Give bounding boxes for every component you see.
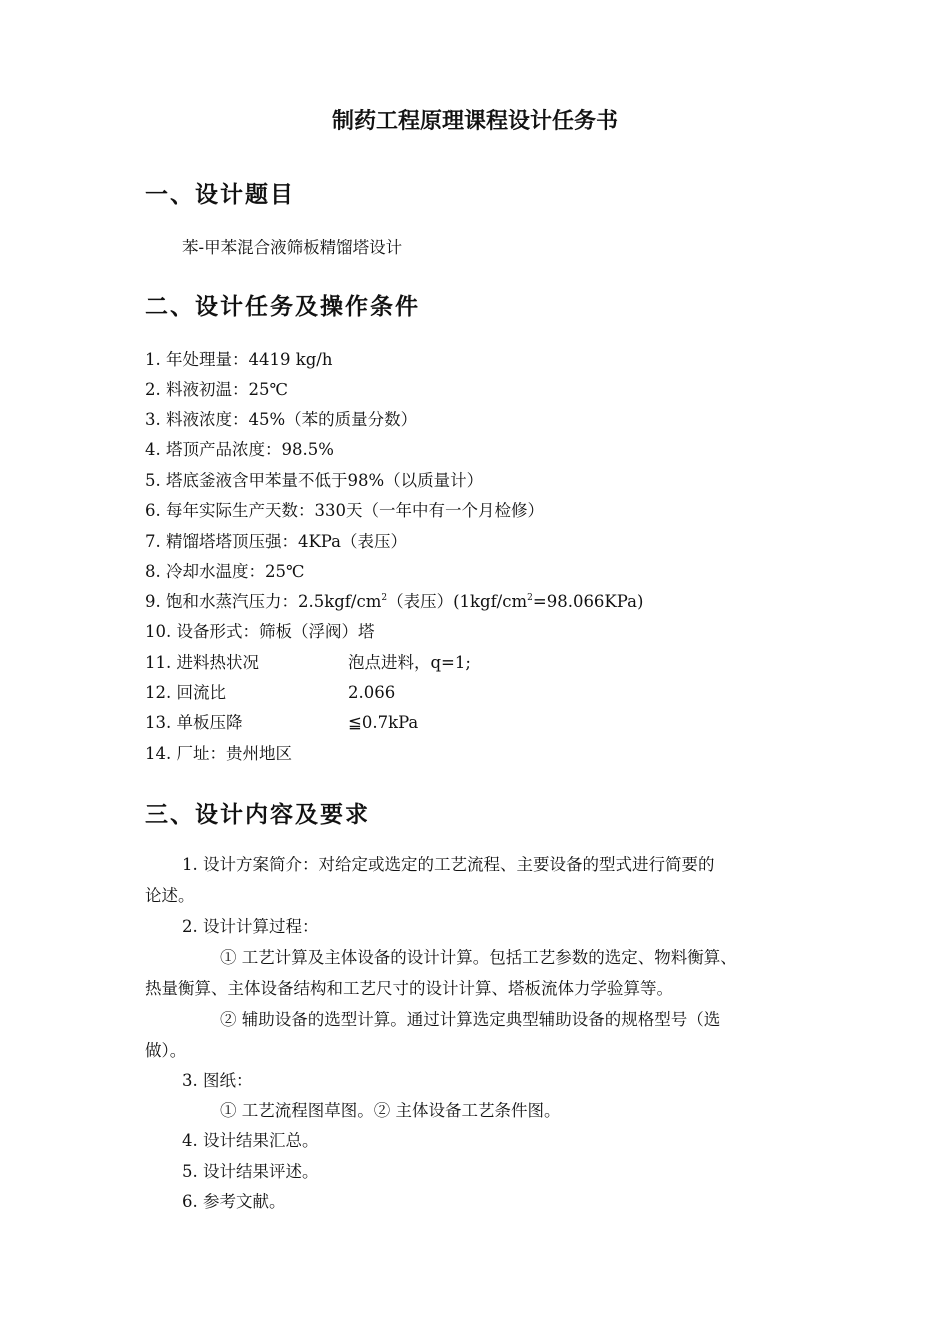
requirement-text: ① 工艺计算及主体设备的设计计算。包括工艺参数的选定、物料衡算、 [220,948,737,967]
section-heading-content-requirements: 三、设计内容及要求 [145,802,370,828]
requirement-text: ② 辅助设备的选型计算。通过计算选定典型辅助设备的规格型号（选 [220,1010,721,1029]
superscript: 2 [527,593,533,603]
requirement-text: 6. 参考文献。 [182,1192,286,1211]
condition-item-value: ≦0.7kPa [348,713,419,732]
requirement-text: 2. 设计计算过程： [182,917,319,936]
condition-item-value: 2.066 [348,683,396,702]
requirement-text: ① 工艺流程图草图。② 主体设备工艺条件图。 [220,1101,561,1120]
condition-item: 6. 每年实际生产天数：330天（一年中有一个月检修） [145,501,544,520]
condition-item: 1. 年处理量：4419 kg/h [145,350,333,369]
section-heading-task-conditions: 二、设计任务及操作条件 [145,294,420,320]
document-title: 制药工程原理课程设计任务书 [331,109,618,134]
requirement-text: 热量衡算、主体设备结构和工艺尺寸的设计计算、塔板流体力学验算等。 [145,979,673,998]
requirement-text: 论述。 [145,886,195,905]
condition-item: 4. 塔顶产品浓度：98.5% [145,440,334,459]
condition-item: 3. 料液浓度：45%（苯的质量分数） [145,410,418,429]
steam-pressure-part: （表压）(1kgf/cm [387,592,528,611]
requirement-text: 3. 图纸： [182,1071,253,1090]
condition-item: 5. 塔底釜液含甲苯量不低于98%（以质量计） [145,471,484,490]
condition-item-steam-pressure [145,592,643,612]
design-topic-text: 苯-甲苯混合液筛板精馏塔设计 [182,238,403,257]
condition-item: 14. 厂址：贵州地区 [145,744,292,763]
condition-item-label: 11. 进料热状况 [145,653,259,672]
condition-item: 8. 冷却水温度：25℃ [145,562,305,581]
section-heading-design-topic: 一、设计题目 [145,182,295,208]
condition-item-value: 泡点进料，q=1; [348,653,471,672]
superscript: 2 [381,593,388,603]
condition-item: 2. 料液初温：25℃ [145,380,288,399]
steam-pressure-part: 9. 饱和水蒸汽压力：2.5kgf/cm [145,592,382,611]
condition-item-label: 13. 单板压降 [145,713,243,732]
requirement-text: 1. 设计方案简介：对给定或选定的工艺流程、主要设备的型式进行简要的 [182,855,715,874]
condition-item-label: 12. 回流比 [145,683,226,702]
requirement-text: 做）。 [145,1041,187,1060]
requirement-text: 4. 设计结果汇总。 [182,1131,319,1150]
steam-pressure-part: =98.066KPa) [532,592,644,611]
condition-item: 10. 设备形式：筛板（浮阀）塔 [145,622,375,641]
condition-item: 7. 精馏塔塔顶压强：4KPa（表压） [145,532,408,551]
requirement-text: 5. 设计结果评述。 [182,1162,319,1181]
